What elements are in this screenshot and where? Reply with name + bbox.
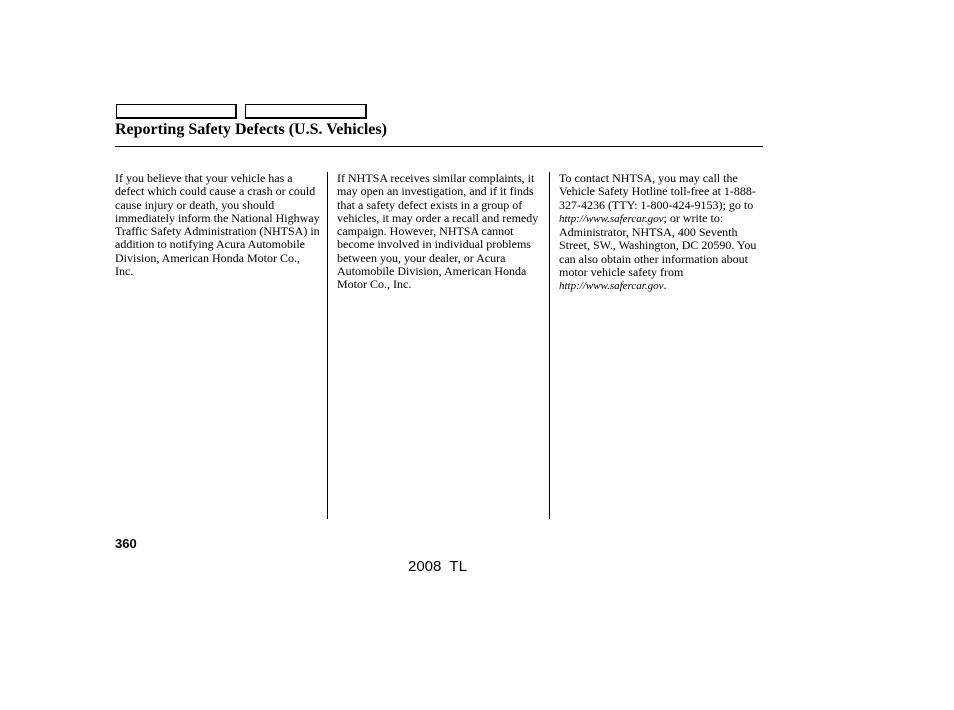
page-title: Reporting Safety Defects (U.S. Vehicles)	[115, 121, 387, 138]
paragraph-defect-report: If you believe that your vehicle has a defect which could cause a crash or could cause injury or death, you should immediately inform the National Highway Traffic Safety Administration (NHTSA) in addition to notifying Acura Automobile Division, American Honda Motor Co., Inc.	[115, 171, 320, 279]
page-number: 360	[115, 536, 137, 551]
header-tab-box-left	[116, 104, 237, 119]
contact-text-part-2: ; or write to: Administrator, NHTSA, 400 Seventh Street, SW., Washington, DC 20590. You can also obtain other information about motor vehicle safety from	[559, 210, 757, 280]
header-tab-box-right	[245, 104, 367, 119]
footer-model-label: 2008 TL	[408, 558, 467, 575]
text-column-3	[559, 172, 763, 294]
column-divider-1	[327, 172, 328, 519]
text-column-1	[115, 172, 320, 278]
contact-text-part-3: .	[663, 278, 667, 293]
text-column-2	[337, 172, 543, 292]
paragraph-nhtsa-investigation: If NHTSA receives similar complaints, it may open an investigation, and if it finds that a safety defect exists in a group of vehicles, it may order a recall and remedy campaign. However, NHTSA cannot become involved in individual problems between you, your dealer, or Acura Automobile Division, American Honda Motor Co., Inc.	[337, 171, 539, 292]
column-divider-2	[549, 172, 550, 519]
safercar-link-1[interactable]: http://www.safercar.gov	[559, 212, 664, 225]
safercar-link-2[interactable]: http://www.safercar.gov	[559, 280, 664, 293]
paragraph-contact-nhtsa	[559, 172, 763, 294]
contact-text-part-1: To contact NHTSA, you may call the Vehicle Safety Hotline toll-free at 1-888-327-4236 (TTY: 1-800-424-9153); go to	[559, 171, 756, 212]
title-underline	[115, 146, 763, 147]
